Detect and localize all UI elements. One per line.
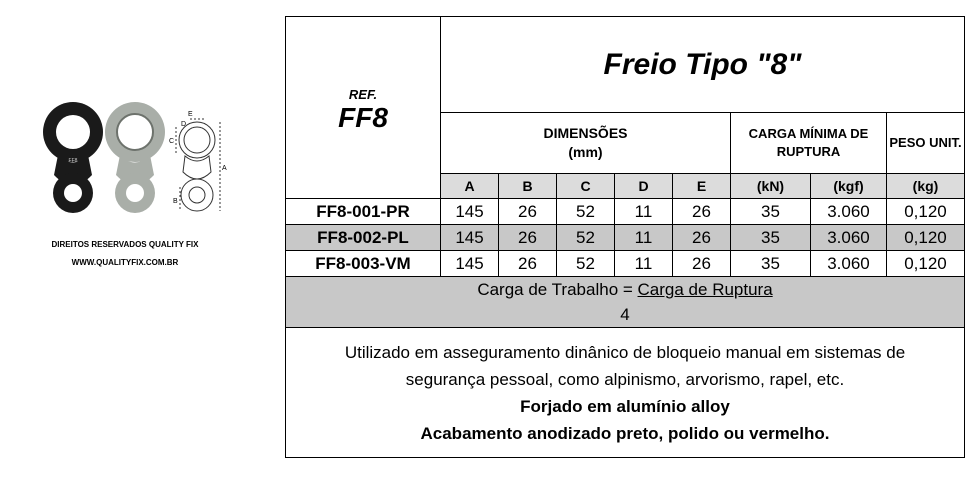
cell-kg: 0,120 [887, 225, 965, 251]
product-image-panel [0, 0, 284, 481]
svg-text:FF8: FF8 [68, 158, 78, 164]
description-material: Forjado em alumínio alloy [520, 396, 730, 416]
col-header-d: D [615, 174, 673, 199]
col-header-kn: (kN) [731, 174, 811, 199]
formula-numerator: Carga de Ruptura [637, 280, 773, 299]
cell-kn: 35 [731, 251, 811, 277]
cell-d: 11 [615, 251, 673, 277]
cell-kg: 0,120 [887, 199, 965, 225]
table-row [286, 199, 965, 225]
cell-a: 145 [441, 251, 499, 277]
cell-d: 11 [615, 199, 673, 225]
cell-a: 145 [441, 199, 499, 225]
weight-header: PESO UNIT. [887, 113, 965, 174]
col-header-kg: (kg) [887, 174, 965, 199]
cell-kn: 35 [731, 225, 811, 251]
col-header-e: E [673, 174, 731, 199]
cell-kg: 0,120 [887, 251, 965, 277]
cell-kgf: 3.060 [811, 199, 887, 225]
cell-b: 26 [499, 199, 557, 225]
svg-text:C: C [169, 138, 175, 145]
col-header-a: A [441, 174, 499, 199]
website-url: WWW.QUALITYFIX.COM.BR [71, 258, 179, 267]
working-load-formula [286, 277, 965, 328]
row-ref: FF8-002-PL [286, 225, 441, 251]
col-header-c: C [557, 174, 615, 199]
dimensions-header: DIMENSÕES (mm) [441, 113, 731, 174]
cell-kgf: 3.060 [811, 225, 887, 251]
col-header-kgf: (kgf) [811, 174, 887, 199]
copyright-text: DIREITOS RESERVADOS QUALITY FIX [51, 240, 199, 249]
cell-d: 11 [615, 225, 673, 251]
table-row [286, 225, 965, 251]
cell-c: 52 [557, 251, 615, 277]
description-usage: Utilizado em asseguramento dinânico de bloqueio manual em sistemas de segurança pessoal, como alpinismo, arvorismo, rapel, etc. [344, 342, 906, 389]
row-ref: FF8-003-VM [286, 251, 441, 277]
figure-eight-descender-icon [40, 100, 240, 225]
cell-e: 26 [673, 225, 731, 251]
cell-kgf: 3.060 [811, 251, 887, 277]
formula-denominator: 4 [620, 305, 630, 324]
dimension-drawing [176, 119, 220, 211]
svg-text:D: D [181, 121, 187, 128]
cell-b: 26 [499, 251, 557, 277]
table-row [286, 251, 965, 277]
ref-code: FF8 [338, 102, 388, 133]
product-title: Freio Tipo "8" [441, 17, 965, 113]
breaking-load-header: CARGA MÍNIMA DE RUPTURA [731, 113, 887, 174]
ref-header-cell [286, 17, 441, 199]
spec-table [285, 16, 965, 458]
row-ref: FF8-001-PR [286, 199, 441, 225]
cell-e: 26 [673, 251, 731, 277]
product-description [286, 328, 965, 458]
svg-text:E: E [188, 111, 193, 118]
cell-e: 26 [673, 199, 731, 225]
col-header-b: B [499, 174, 557, 199]
cell-c: 52 [557, 199, 615, 225]
silver-figure-eight [105, 102, 165, 213]
description-finish: Acabamento anodizado preto, polido ou vermelho. [420, 423, 830, 443]
black-figure-eight [43, 102, 103, 213]
formula-lhs: Carga de Trabalho = [477, 280, 638, 299]
cell-b: 26 [499, 225, 557, 251]
cell-c: 52 [557, 225, 615, 251]
cell-kn: 35 [731, 199, 811, 225]
ref-label: REF. [348, 87, 378, 102]
svg-text:B: B [173, 198, 178, 205]
cell-a: 145 [441, 225, 499, 251]
svg-text:A: A [222, 165, 227, 172]
